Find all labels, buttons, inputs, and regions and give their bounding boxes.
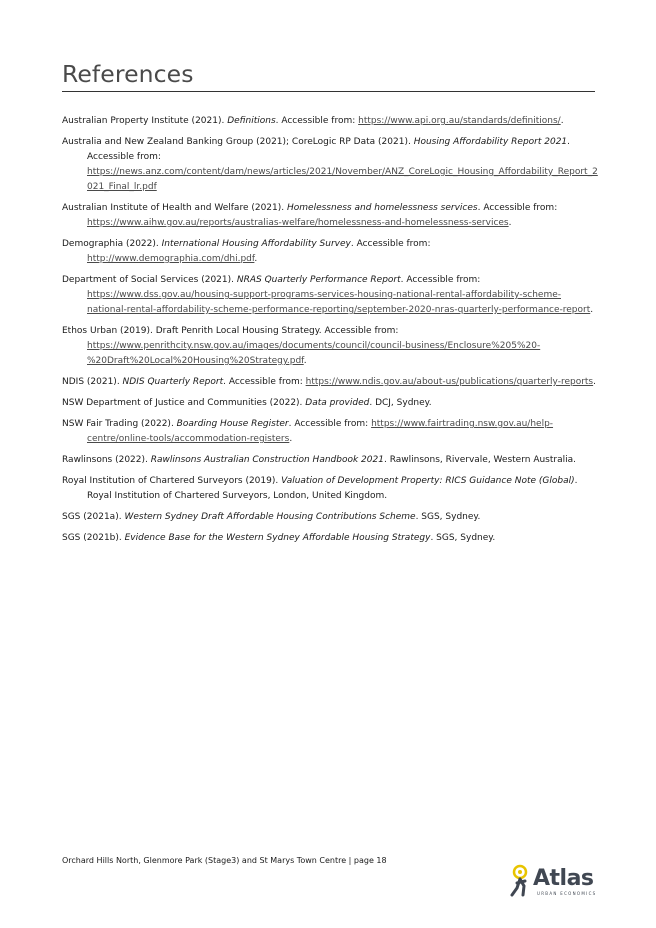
reference-title: Housing Affordability Report 2021 (413, 137, 568, 147)
reference-author: Royal Institution of Chartered Surveyors (2019). (62, 476, 282, 486)
reference-item (62, 531, 598, 546)
reference-link[interactable]: https://www.fairtrading.nsw.gov.au/help-centre/online-tools/accommodation-registers (87, 419, 554, 444)
reference-end-punct: . (560, 116, 564, 126)
reference-item (62, 396, 598, 411)
page-footer: Orchard Hills North, Glenmore Park (Stage3) and St Marys Town Centre | page 18 (62, 856, 387, 865)
reference-detail: . Accessible from: (477, 203, 558, 213)
reference-end-punct: . (590, 305, 594, 315)
reference-detail: . SGS, Sydney. (430, 533, 496, 543)
reference-item (62, 417, 598, 447)
reference-author: Australia and New Zealand Banking Group (2021); CoreLogic RP Data (2021). (62, 137, 414, 147)
reference-item (62, 474, 598, 504)
reference-title: International Housing Affordability Survey (161, 239, 351, 249)
reference-title: NDIS Quarterly Report (122, 377, 224, 387)
reference-title: Western Sydney Draft Affordable Housing Contributions Scheme (124, 512, 416, 522)
reference-detail: . Royal Institution of Chartered Surveyors, London, United Kingdom. (87, 476, 578, 501)
reference-author: Australian Institute of Health and Welfare (2021). (62, 203, 287, 213)
reference-end-punct: . (289, 434, 293, 444)
reference-link[interactable]: https://www.aihw.gov.au/reports/australias-welfare/homelessness-and-homelessness-services (87, 218, 509, 228)
reference-link[interactable]: http://www.demographia.com/dhi.pdf (87, 254, 255, 264)
reference-author: SGS (2021b). (62, 533, 125, 543)
reference-author: Department of Social Services (2021). (62, 275, 237, 285)
reference-end-punct: . (303, 356, 307, 366)
reference-title: Data provided (305, 398, 370, 408)
reference-title: Boarding House Register (176, 419, 289, 429)
title-divider (62, 91, 595, 92)
reference-detail: . SGS, Sydney. (415, 512, 481, 522)
reference-end-punct: . (593, 377, 596, 387)
reference-item (62, 273, 598, 318)
reference-title: Homelessness and homelessness services (287, 203, 478, 213)
reference-author: NSW Fair Trading (2022). (62, 419, 177, 429)
reference-author: Ethos Urban (2019). Draft Penrith Local Housing Strategy. Accessible from: (62, 326, 399, 336)
reference-title: Evidence Base for the Western Sydney Affordable Housing Strategy (124, 533, 431, 543)
reference-title: Valuation of Development Property: RICS Guidance Note (Global) (281, 476, 575, 486)
reference-author: NDIS (2021). (62, 377, 123, 387)
reference-item (62, 510, 598, 525)
reference-detail: . Accessible from: (350, 239, 431, 249)
reference-item (62, 324, 598, 369)
atlas-logo (509, 864, 599, 898)
reference-detail: . Accessible from: (87, 137, 571, 162)
reference-detail: . Accessible from: (288, 419, 372, 429)
reference-detail: . Accessible from: (275, 116, 359, 126)
reference-item (62, 453, 598, 468)
reference-end-punct: . (254, 254, 258, 264)
reference-detail: . Rawlinsons, Rivervale, Western Australia. (383, 455, 576, 465)
reference-detail: . Accessible from: (223, 377, 306, 387)
reference-item (62, 201, 598, 231)
reference-link[interactable]: https://www.api.org.au/standards/definitions/ (358, 116, 561, 126)
reference-author: Demographia (2022). (62, 239, 162, 249)
reference-author: NSW Department of Justice and Communities (2022). (62, 398, 306, 408)
reference-item (62, 114, 598, 129)
reference-link[interactable]: https://www.ndis.gov.au/about-us/publications/quarterly-reports (305, 377, 594, 387)
logo-subtitle: URBAN ECONOMICS (537, 891, 597, 896)
reference-link[interactable]: https://news.anz.com/content/dam/news/articles/2021/November/ANZ_CoreLogic_Housing_Affordability_Report_2021_Final_lr.pdf (87, 167, 598, 192)
reference-detail: . Accessible from: (400, 275, 481, 285)
reference-author: SGS (2021a). (62, 512, 125, 522)
reference-end-punct: . (508, 218, 512, 228)
reference-author: Rawlinsons (2022). (62, 455, 151, 465)
reference-item (62, 375, 598, 390)
reference-title: Definitions (227, 116, 276, 126)
reference-title: NRAS Quarterly Performance Report (236, 275, 401, 285)
atlas-figure-icon (509, 864, 535, 898)
reference-list (62, 114, 598, 552)
reference-link[interactable]: https://www.penrithcity.nsw.gov.au/images/documents/council/council-business/Enclosure%205%20-%20Draft%20Local%20Housing%20Strategy.pdf (87, 341, 541, 366)
reference-title: Rawlinsons Australian Construction Handbook 2021 (150, 455, 384, 465)
reference-detail: . DCJ, Sydney. (369, 398, 432, 408)
logo-wordmark: Atlas (533, 866, 594, 891)
reference-author: Australian Property Institute (2021). (62, 116, 228, 126)
reference-item (62, 135, 598, 195)
reference-link[interactable]: https://www.dss.gov.au/housing-support-programs-services-housing-national-rental-affordability-scheme-national-rental-affordability-scheme-performance-reporting/september-2020-nras-quarterly-performance-report (87, 290, 591, 315)
page-title: References (62, 60, 194, 88)
reference-item (62, 237, 598, 267)
